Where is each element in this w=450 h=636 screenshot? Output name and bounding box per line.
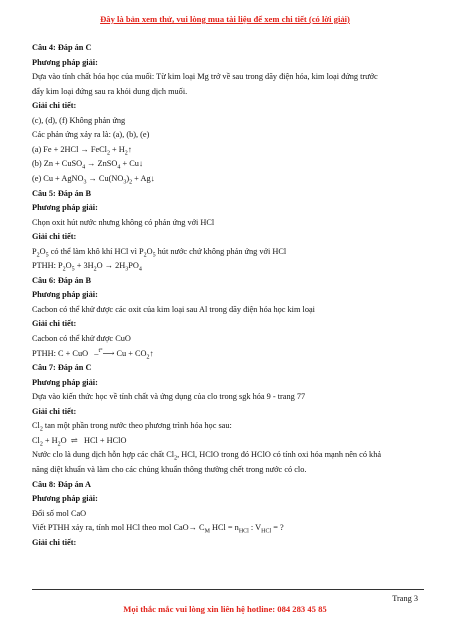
section-heading: Phương pháp giải:: [32, 290, 98, 300]
section-heading: Giải chi tiết:: [32, 537, 77, 547]
section-heading: Giải chi tiết:: [32, 101, 77, 111]
text-line: $Cl_2$ tan một phần trong nước theo phương trình hóa học sau:: [32, 421, 232, 433]
text-line: (a) Fe + 2HCl → FeCl$_2$ + $H_2↑$: [32, 144, 132, 157]
text-line: Nước clo là dung dịch hỗn hợp các chất $Cl_2$, HCl, HClO trong đó HClO có tính oxi hóa mạnh nên có khả: [32, 450, 382, 463]
section-heading: Giải chi tiết:: [32, 232, 77, 242]
hotline-footer: Mọi thắc mắc vui lòng xin liên hệ hotline: 084 283 45 85: [123, 604, 327, 614]
text-line: Cacbon có thể khử được CuO: [32, 334, 131, 343]
section-heading: Câu 4: Đáp án C: [32, 43, 92, 52]
text-line: Đổi số mol CaO: [32, 508, 87, 518]
text-line: Các phản ứng xảy ra là: (a), (b), (e): [32, 130, 150, 140]
text-line: năng diệt khuẩn và làm cho các chủng khuẩn thông thường chết trong nước có clo.: [32, 464, 307, 474]
text-line: $P_2O_5$ có thể làm khô khí HCl vì $P_2O_5$ hút nước chứ không phản ứng với HCl: [32, 246, 287, 259]
text-line: Cacbon có thể khử được các oxit của kim loại sau Al trong dãy điện hóa học kim loại: [32, 304, 315, 314]
section-heading: Câu 6: Đáp án B: [32, 275, 92, 285]
section-heading: Phương pháp giải:: [32, 57, 98, 67]
text-line: PTHH: $P_2O_5 + 3H_2O \to 2H_3PO_4$: [32, 261, 142, 273]
text-line: Viết PTHH xảy ra, tính mol HCl theo mol $CaO\to C_M$ HCl = $n_{HCl}$ : $V_{HCl}$ = ?: [32, 523, 284, 535]
text-line: PTHH: C + CuO –$^{t^\circ}$⟶ $Cu + CO_2↑$: [32, 347, 154, 361]
section-heading: Phương pháp giải:: [32, 494, 98, 504]
text-line: Dựa vào tính chất hóa học của muối: Từ kim loại Mg trở về sau trong dãy điện hóa, kim loại đứng trước: [32, 72, 378, 82]
text-line: (c), (d), (f) Không phản ứng: [32, 115, 126, 125]
text-line: Chọn oxit hút nước nhưng không có phản ứng với HCl: [32, 217, 215, 227]
text-line: $Cl_2 + H_2O$ ⇌ HCl + HClO: [32, 435, 127, 448]
section-heading: Câu 5: Đáp án B: [32, 188, 92, 198]
text-line: đẩy kim loại đứng sau ra khỏi dung dịch muối.: [32, 86, 188, 96]
section-heading: Giải chi tiết:: [32, 319, 77, 329]
text-line: (e) Cu + AgNO$_3$ → $Cu(NO_3)_2$ + Ag↓: [32, 173, 155, 186]
section-heading: Câu 8: Đáp án A: [32, 479, 92, 489]
section-heading: Giải chi tiết:: [32, 406, 77, 416]
text-line: Dựa vào kiến thức học về tính chất và ứng dụng của clo trong sgk hóa 9 - trang 77: [32, 392, 306, 402]
page-number: Trang 3: [392, 594, 418, 603]
section-heading: Phương pháp giải:: [32, 377, 98, 387]
text-line: (b) Zn + CuSO$_4$ → ZnSO$_4$ + Cu↓: [32, 159, 144, 172]
footer-divider: [32, 589, 424, 590]
section-heading: Phương pháp giải:: [32, 203, 98, 213]
section-heading: Câu 7: Đáp án C: [32, 363, 92, 373]
preview-banner: Đây là bản xem thử, vui lòng mua tài liệu để xem chi tiết (có lời giải): [100, 14, 350, 24]
